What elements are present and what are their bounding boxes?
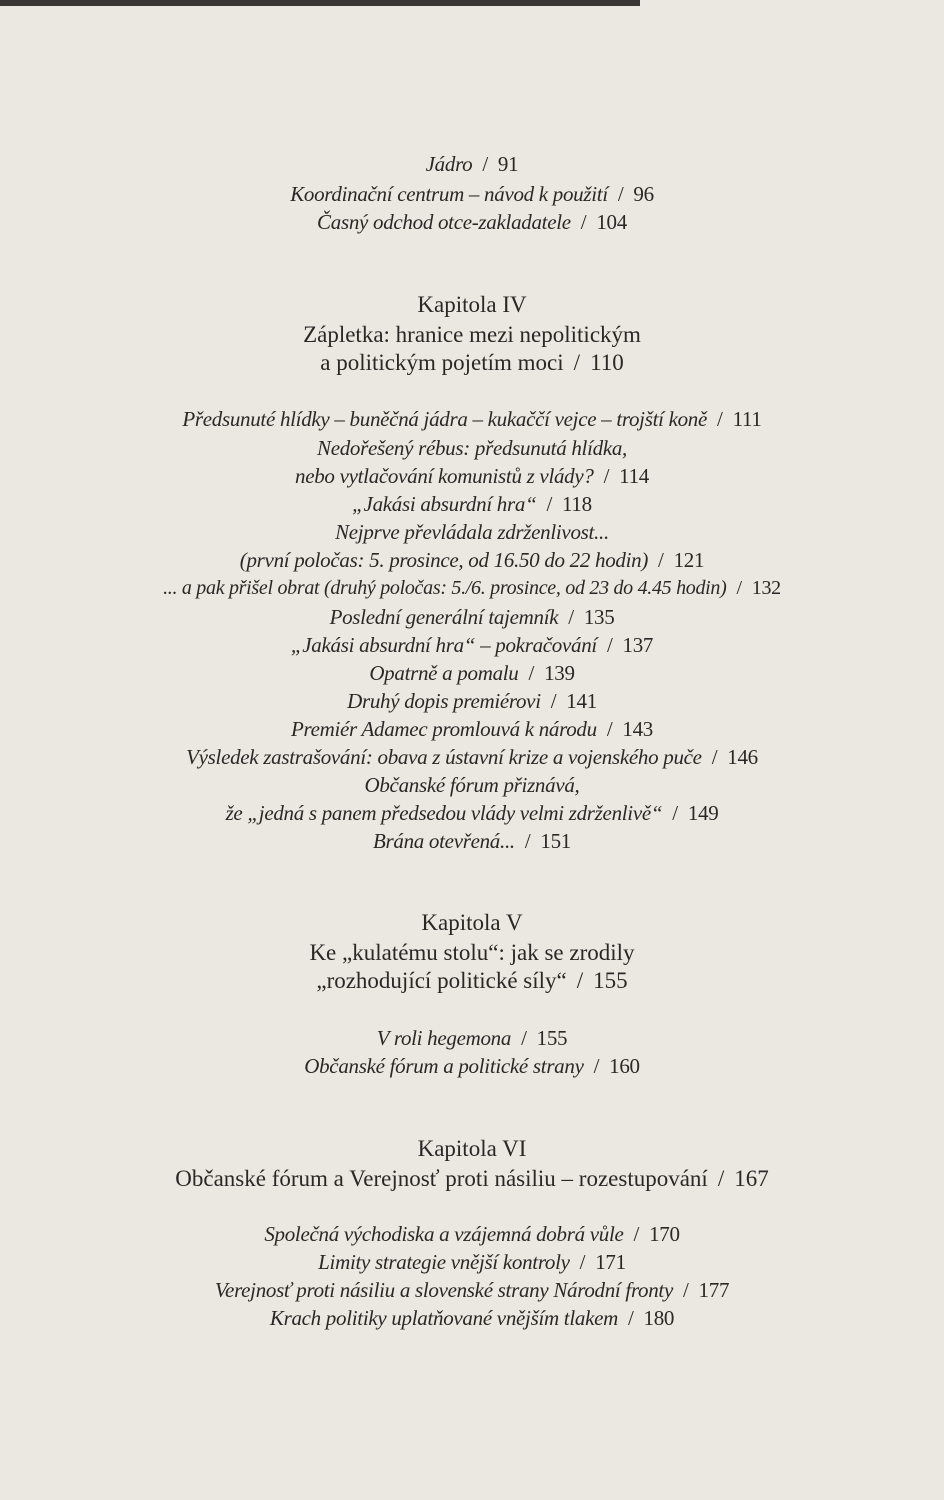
toc-entry: Časný odchod otce-zakladatele / 104 [317, 210, 627, 234]
chapter-heading: Kapitola V [421, 910, 523, 935]
toc-entry: Krach politiky uplatňované vnějším tlakem / 180 [269, 1306, 675, 1330]
toc-entry: V roli hegemona / 155 [376, 1026, 568, 1050]
chapter-heading: Kapitola VI [417, 1136, 527, 1161]
toc-entry: „Jakási absurdní hra“ – pokračování / 137 [290, 633, 654, 657]
toc-entry: (první poločas: 5. prosince, od 16.50 do 22 hodin) / 121 [239, 548, 705, 572]
toc-entry: Občanské fórum a politické strany / 160 [304, 1054, 640, 1078]
toc-entry: nebo vytlačování komunistů z vlády? / 114 [295, 464, 649, 488]
toc-entry: Koordinační centrum – návod k použití / 96 [290, 182, 654, 206]
toc-entry: Společná východiska a vzájemná dobrá vůle / 170 [264, 1222, 680, 1246]
toc-entry: ... a pak přišel obrat (druhý poločas: 5./6. prosince, od 23 do 4.45 hodin) / 132 [163, 577, 781, 599]
toc-entry: Výsledek zastrašování: obava z ústavní krize a vojenského puče / 146 [186, 745, 758, 769]
chapter-title: a politickým pojetím moci / 110 [320, 350, 624, 375]
toc-entry: Verejnosť proti násiliu a slovenské strany Národní fronty / 177 [214, 1278, 730, 1302]
toc-entry: Předsunuté hlídky – buněčná jádra – kukaččí vejce – trojští koně / 111 [182, 407, 762, 431]
toc-entry: Poslední generální tajemník / 135 [329, 605, 615, 629]
chapter-title: „rozhodující politické síly“ / 155 [316, 968, 628, 993]
chapter-title: Ke „kulatému stolu“: jak se zrodily [309, 940, 635, 965]
toc-entry: Druhý dopis premiérovi / 141 [347, 689, 597, 713]
toc-entry: Premiér Adamec promlouvá k národu / 143 [291, 717, 653, 741]
toc-entry: že „jedná s panem předsedou vlády velmi zdrženlivě“ / 149 [225, 801, 719, 825]
toc-entry: „Jakási absurdní hra“ / 118 [352, 492, 592, 516]
toc-entry: Občanské fórum přiznává, [364, 773, 580, 797]
toc-entry: Nedořešený rébus: předsunutá hlídka, [317, 436, 627, 460]
toc-entry: Brána otevřená... / 151 [372, 829, 572, 853]
chapter-heading: Kapitola IV [417, 292, 527, 317]
toc-entry: Opatrně a pomalu / 139 [369, 661, 575, 685]
toc-entry: Nejprve převládala zdrženlivost... [335, 520, 609, 544]
chapter-title: Zápletka: hranice mezi nepolitickým [303, 322, 641, 347]
chapter-title: Občanské fórum a Verejnosť proti násiliu – rozestupování / 167 [175, 1166, 769, 1191]
toc-entry: Limity strategie vnější kontroly / 171 [318, 1250, 626, 1274]
toc-entry: Jádro / 91 [425, 152, 519, 176]
